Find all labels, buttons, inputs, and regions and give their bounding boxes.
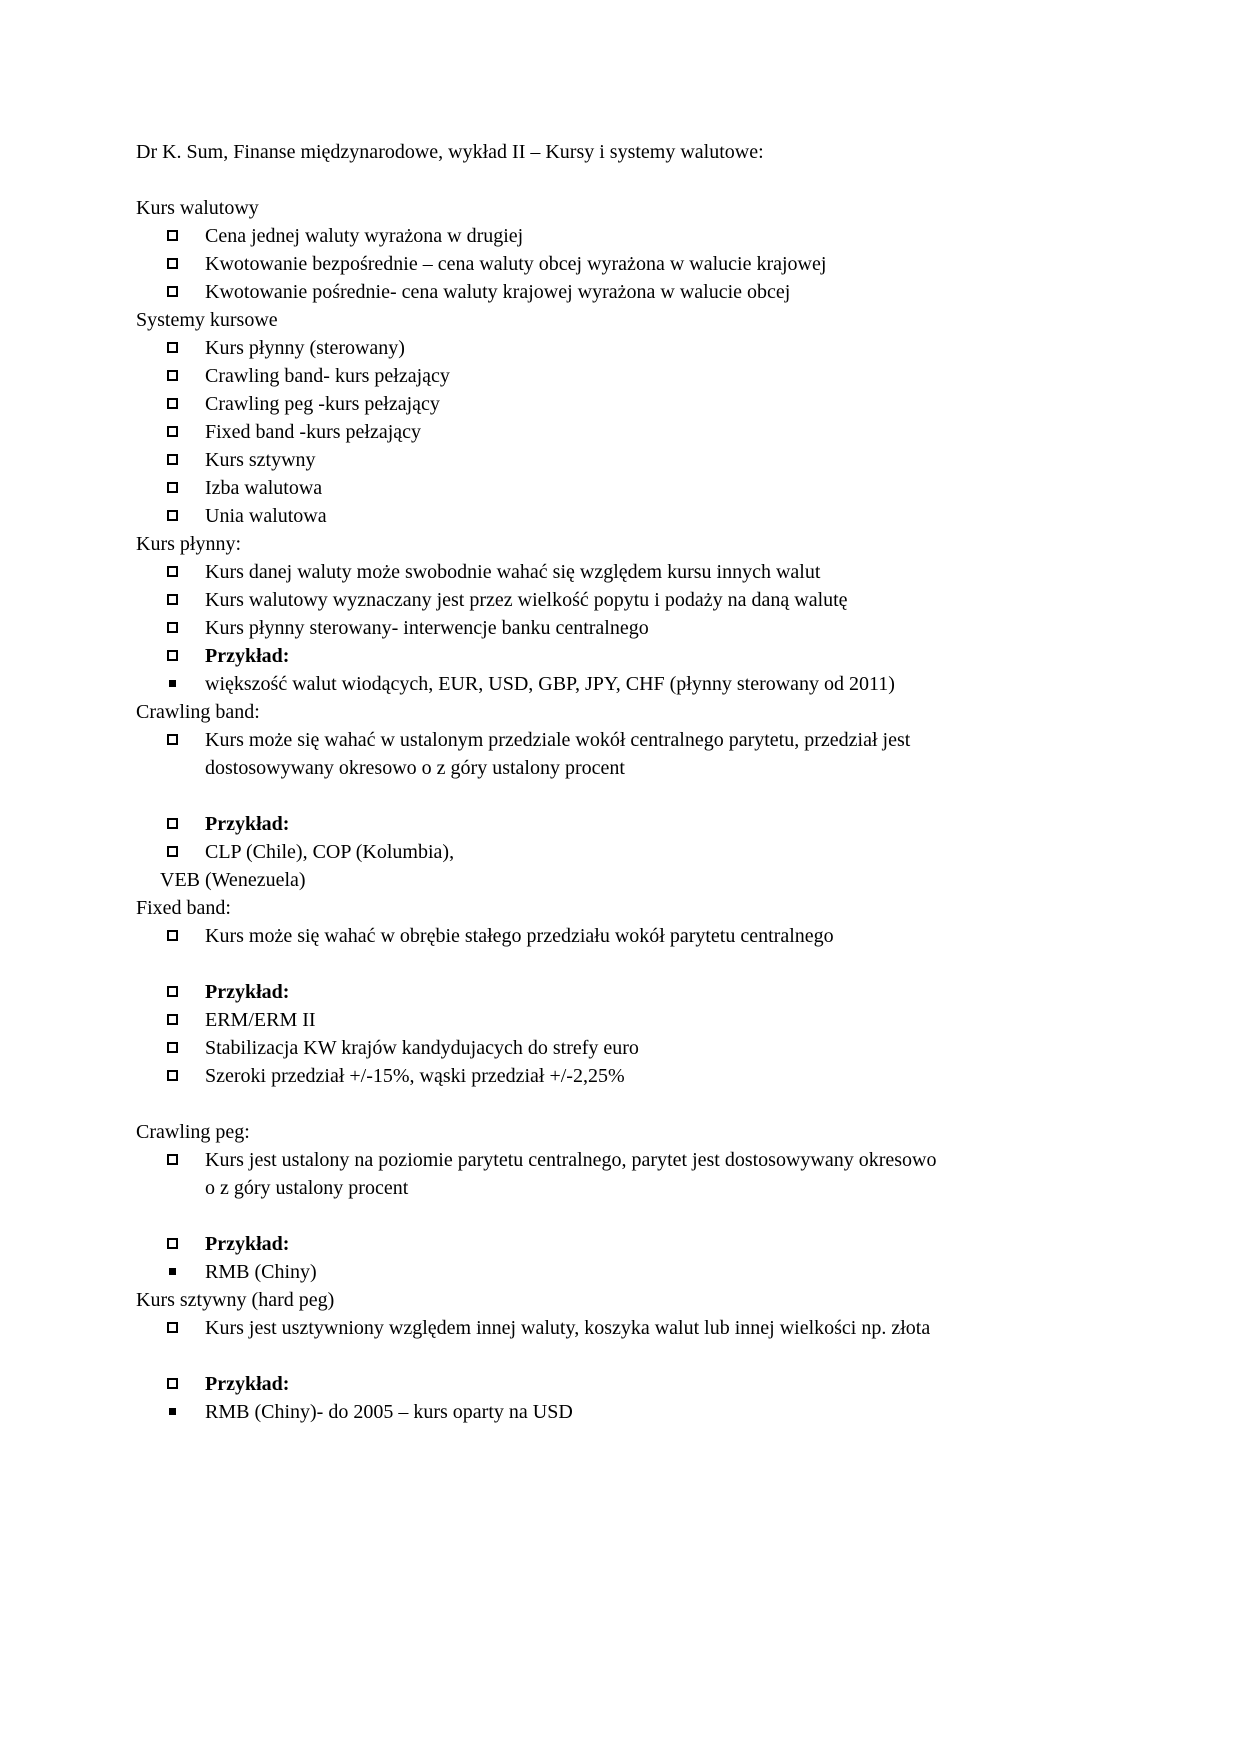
- square-bullet-icon: [169, 1268, 176, 1275]
- checkbox-bullet-icon: [167, 454, 178, 465]
- list-item: [136, 558, 940, 586]
- square-bullet-icon: [169, 1408, 176, 1415]
- list-item: [136, 614, 940, 642]
- checkbox-bullet-icon: [167, 1154, 178, 1165]
- list-item: [136, 250, 940, 278]
- checkbox-bullet-icon: [167, 650, 178, 661]
- checkbox-bullet-icon: [167, 258, 178, 269]
- list-item-text: Crawling peg -kurs pełzający: [205, 393, 440, 415]
- list-item: [136, 334, 940, 362]
- checkbox-bullet-icon: [167, 594, 178, 605]
- list-item: [136, 1398, 940, 1426]
- list-item: [136, 1062, 940, 1090]
- checkbox-bullet-icon: [167, 370, 178, 381]
- doc-title: Dr K. Sum, Finanse międzynarodowe, wykład II – Kursy i systemy walutowe:: [136, 141, 764, 163]
- checkbox-bullet-icon: [167, 566, 178, 577]
- list-item-text: Kurs sztywny: [205, 449, 316, 471]
- list-item-text: Izba walutowa: [205, 477, 323, 499]
- list-item-text: Szeroki przedział +/-15%, wąski przedział +/-2,25%: [205, 1065, 625, 1087]
- checkbox-bullet-icon: [167, 1042, 178, 1053]
- section-heading: Crawling band:: [136, 701, 260, 723]
- list-item: [136, 446, 940, 474]
- section-heading: Kurs sztywny (hard peg): [136, 1289, 335, 1311]
- section-heading: Kurs płynny:: [136, 533, 241, 555]
- list-item-text: RMB (Chiny)- do 2005 – kurs oparty na USD: [205, 1401, 573, 1423]
- list-item-text: Fixed band -kurs pełzający: [205, 421, 422, 443]
- list-item-text: Kurs płynny (sterowany): [205, 337, 405, 359]
- list-item: [136, 418, 940, 446]
- list-item: [136, 1146, 940, 1202]
- checkbox-bullet-icon: [167, 818, 178, 829]
- list-item: [136, 670, 940, 698]
- list-item-text: Crawling band- kurs pełzający: [205, 365, 450, 387]
- section-heading: Systemy kursowe: [136, 309, 278, 331]
- list-item: [136, 1230, 940, 1258]
- list-item: [136, 810, 940, 838]
- list-item-text: Kurs danej waluty może swobodnie wahać się względem kursu innych walut: [205, 561, 821, 583]
- checkbox-bullet-icon: [167, 398, 178, 409]
- document-body: [136, 138, 940, 1426]
- list-item-text: Kwotowanie pośrednie- cena waluty krajowej wyrażona w walucie obcej: [205, 281, 791, 303]
- checkbox-bullet-icon: [167, 1070, 178, 1081]
- list-item-text: Kwotowanie bezpośrednie – cena waluty obcej wyrażona w walucie krajowej: [205, 253, 827, 275]
- list-item: [136, 838, 940, 866]
- list-item: [136, 1258, 940, 1286]
- list-item-text: Unia walutowa: [205, 505, 327, 527]
- list-item: [136, 390, 940, 418]
- list-item-text: Cena jednej waluty wyrażona w drugiej: [205, 225, 524, 247]
- list-item-text: Stabilizacja KW krajów kandydujacych do strefy euro: [205, 1037, 639, 1059]
- list-item: [136, 1370, 940, 1398]
- list-item: [136, 1006, 940, 1034]
- list-item-text: Przykład:: [205, 645, 290, 667]
- checkbox-bullet-icon: [167, 622, 178, 633]
- blank-line: [136, 1202, 940, 1230]
- square-bullet-icon: [169, 680, 176, 687]
- list-item-text: większość walut wiodących, EUR, USD, GBP, JPY, CHF (płynny sterowany od 2011): [205, 673, 895, 695]
- list-item-text: Kurs płynny sterowany- interwencje banku centralnego: [205, 617, 649, 639]
- list-item-text: RMB (Chiny): [205, 1261, 317, 1283]
- checkbox-bullet-icon: [167, 342, 178, 353]
- checkbox-bullet-icon: [167, 230, 178, 241]
- checkbox-bullet-icon: [167, 1238, 178, 1249]
- blank-line: [136, 782, 940, 810]
- checkbox-bullet-icon: [167, 426, 178, 437]
- list-item: [136, 642, 940, 670]
- checkbox-bullet-icon: [167, 930, 178, 941]
- list-item: [136, 1314, 940, 1342]
- list-item: [136, 726, 940, 782]
- checkbox-bullet-icon: [167, 1322, 178, 1333]
- list-item: [136, 922, 940, 950]
- list-item: [136, 474, 940, 502]
- blank-line: [136, 1342, 940, 1370]
- checkbox-bullet-icon: [167, 286, 178, 297]
- list-item: [136, 1034, 940, 1062]
- blank-line: [136, 950, 940, 978]
- list-item-text: ERM/ERM II: [205, 1009, 316, 1031]
- list-item-text: CLP (Chile), COP (Kolumbia),: [205, 841, 455, 863]
- checkbox-bullet-icon: [167, 1014, 178, 1025]
- checkbox-bullet-icon: [167, 734, 178, 745]
- list-item-text: Przykład:: [205, 813, 290, 835]
- checkbox-bullet-icon: [167, 846, 178, 857]
- blank-line: [136, 1090, 940, 1118]
- checkbox-bullet-icon: [167, 482, 178, 493]
- blank-line: [136, 166, 940, 194]
- list-item: [136, 978, 940, 1006]
- list-item: [136, 502, 940, 530]
- list-item-text: Kurs jest usztywniony względem innej waluty, koszyka walut lub innej wielkości np. złota: [205, 1317, 931, 1339]
- list-item: [136, 278, 940, 306]
- list-item-text: Kurs może się wahać w ustalonym przedziale wokół centralnego parytetu, przedział jest dostosowywany okresowo o z góry ustalony procent: [205, 729, 911, 779]
- list-item: [136, 222, 940, 250]
- list-item: [136, 586, 940, 614]
- checkbox-bullet-icon: [167, 510, 178, 521]
- list-item-text: Kurs walutowy wyznaczany jest przez wielkość popytu i podaży na daną walutę: [205, 589, 848, 611]
- section-heading: Crawling peg:: [136, 1121, 250, 1143]
- checkbox-bullet-icon: [167, 1378, 178, 1389]
- list-item-text: Przykład:: [205, 1233, 290, 1255]
- list-item-text: Kurs może się wahać w obrębie stałego przedziału wokół parytetu centralnego: [205, 925, 834, 947]
- list-item-text: Przykład:: [205, 1373, 290, 1395]
- checkbox-bullet-icon: [167, 986, 178, 997]
- list-item-text: Kurs jest ustalony na poziomie parytetu centralnego, parytet jest dostosowywany okresowo o z góry ustalony procent: [205, 1149, 937, 1199]
- section-heading: Kurs walutowy: [136, 197, 259, 219]
- section-heading: Fixed band:: [136, 897, 231, 919]
- list-item-text: Przykład:: [205, 981, 290, 1003]
- list-item: [136, 362, 940, 390]
- plain-line: VEB (Wenezuela): [160, 869, 306, 891]
